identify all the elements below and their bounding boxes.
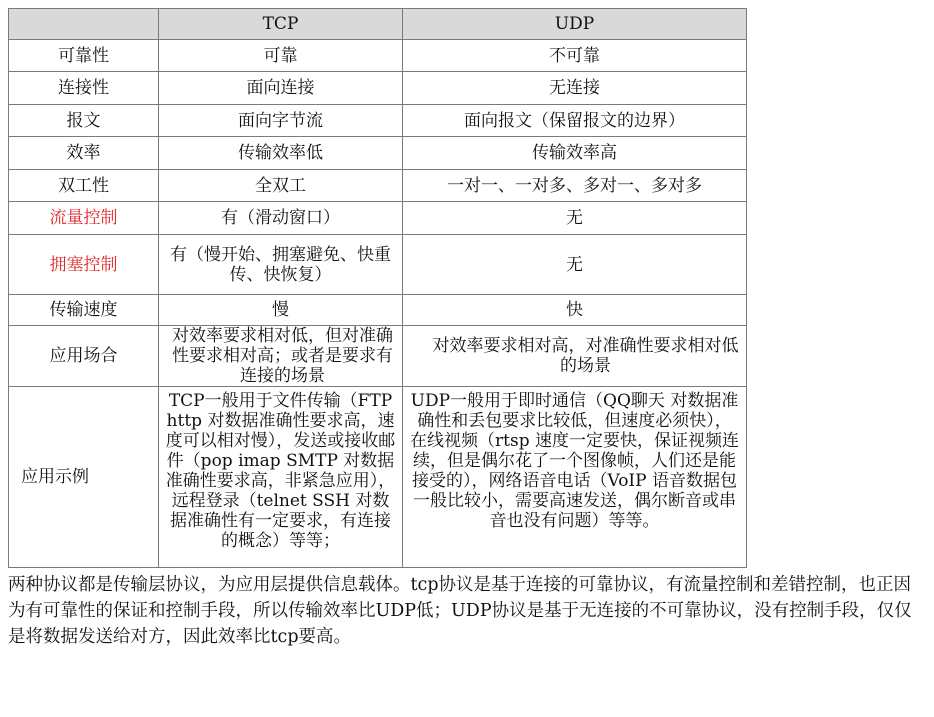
table-row (9, 202, 747, 235)
udp-cell: 无连接 (403, 72, 747, 105)
row-label: 应用示例 (9, 387, 159, 568)
table-row (9, 72, 747, 105)
row-label: 流量控制 (9, 202, 159, 235)
tcp-cell: TCP一般用于文件传输（FTP http 对数据准确性要求高，速度可以相对慢），发送或接收邮件（pop imap SMTP 对数据准确性要求高，非紧急应用），远程登录（telnet SSH 对数据准确性有一定要求，有连接的概念）等等； (159, 387, 403, 568)
udp-cell: 快 (403, 295, 747, 326)
row-label: 报文 (9, 105, 159, 137)
udp-cell: 无 (403, 202, 747, 235)
tcp-cell: 慢 (159, 295, 403, 326)
header-tcp: TCP (159, 9, 403, 40)
table-row (9, 40, 747, 72)
row-label: 拥塞控制 (9, 235, 159, 295)
udp-cell: 面向报文（保留报文的边界） (403, 105, 747, 137)
udp-cell: UDP一般用于即时通信（QQ聊天 对数据准确性和丢包要求比较低，但速度必须快），在线视频（rtsp 速度一定要快，保证视频连续，但是偶尔花了一个图像帧，人们还是能接受的），网络语音电话（VoIP 语音数据包一般比较小，需要高速发送，偶尔断音或串音也没有问题）等等。 (403, 387, 747, 568)
tcp-cell: 对效率要求相对低，但对准确性要求相对高；或者是要求有连接的场景 (159, 326, 403, 387)
table-row (9, 326, 747, 387)
header-row (9, 9, 747, 40)
tcp-cell: 有（滑动窗口） (159, 202, 403, 235)
row-label: 传输速度 (9, 295, 159, 326)
tcp-cell: 可靠 (159, 40, 403, 72)
udp-cell: 无 (403, 235, 747, 295)
tcp-cell: 面向字节流 (159, 105, 403, 137)
header-blank (9, 9, 159, 40)
tcp-cell: 面向连接 (159, 72, 403, 105)
udp-cell: 一对一、一对多、多对一、多对多 (403, 170, 747, 202)
table-row (9, 170, 747, 202)
tcp-cell: 传输效率低 (159, 137, 403, 170)
tcp-cell: 全双工 (159, 170, 403, 202)
comparison-table (8, 8, 747, 568)
udp-cell: 传输效率高 (403, 137, 747, 170)
udp-cell: 不可靠 (403, 40, 747, 72)
summary-paragraph: 两种协议都是传输层协议，为应用层提供信息载体。tcp协议是基于连接的可靠协议，有流量控制和差错控制，也正因为有可靠性的保证和控制手段，所以传输效率比UDP低；UDP协议是基于无连接的不可靠协议，没有控制手段，仅仅是将数据发送给对方，因此效率比tcp要高。 (8, 575, 912, 647)
table-row (9, 105, 747, 137)
row-label: 连接性 (9, 72, 159, 105)
row-label: 效率 (9, 137, 159, 170)
table-row (9, 295, 747, 326)
header-udp: UDP (403, 9, 747, 40)
table-row (9, 137, 747, 170)
table-row (9, 235, 747, 295)
row-label: 应用场合 (9, 326, 159, 387)
row-label: 双工性 (9, 170, 159, 202)
udp-cell: 对效率要求相对高，对准确性要求相对低的场景 (403, 326, 747, 387)
row-label: 可靠性 (9, 40, 159, 72)
tcp-cell: 有（慢开始、拥塞避免、快重传、快恢复） (159, 235, 403, 295)
table-row (9, 387, 747, 568)
